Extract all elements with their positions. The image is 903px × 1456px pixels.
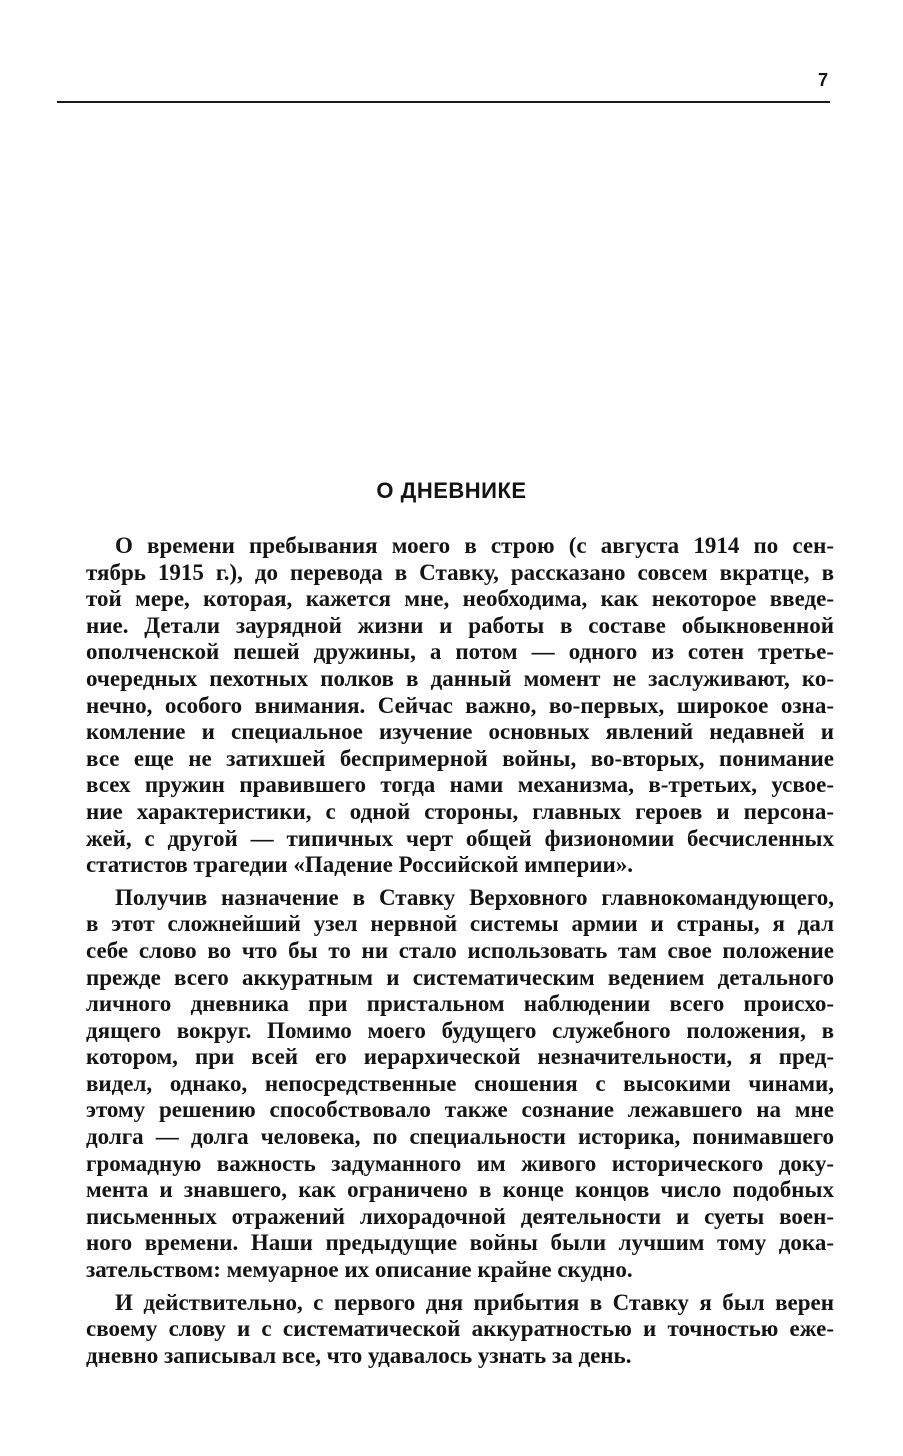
text-line: прежде всего аккуратным и систематическим ведением детального bbox=[86, 964, 834, 990]
text-line: статистов трагедии «Падение Российской империи». bbox=[86, 852, 634, 878]
text-line: О времени пребывания моего в строю (с августа 1914 по сен- bbox=[115, 533, 834, 558]
text-line: тябрь 1915 г.), до перевода в Ставку, рассказано совсем вкратце, в bbox=[86, 559, 834, 585]
paragraph-1 bbox=[57, 533, 834, 879]
text-line: Получив назначение в Ставку Верховного главнокомандующего, bbox=[115, 884, 834, 910]
text-line: И действительно, с первого дня прибытия в Ставку я был верен bbox=[115, 1289, 834, 1315]
text-line: ние. Детали заурядной жизни и работы в составе обыкновенной bbox=[86, 612, 834, 638]
text-line: видел, однако, непосредственные сношения с высокими чинами, bbox=[86, 1070, 834, 1096]
paragraph-2 bbox=[57, 885, 834, 1284]
text-line: дневно записывал все, что удавалось узнать за день. bbox=[86, 1342, 632, 1368]
body-text bbox=[57, 533, 834, 1369]
text-line: письменных отражений лихорадочной деятельности и суеты воен- bbox=[86, 1203, 834, 1229]
text-line: ние характеристики, с одной стороны, главных героев и персона- bbox=[86, 798, 834, 824]
text-line: жей, с другой — типичных черт общей физиономии бесчисленных bbox=[86, 825, 834, 851]
text-line: все еще не затихшей беспримерной войны, во-вторых, понимание bbox=[86, 745, 834, 771]
text-line: долга — долга человека, по специальности историка, понимавшего bbox=[86, 1124, 834, 1150]
header-rule bbox=[57, 101, 830, 103]
text-line: мента и знавшего, как ограничено в конце концов число подобных bbox=[86, 1177, 834, 1203]
chapter-title: О ДНЕВНИКЕ bbox=[376, 478, 527, 503]
text-line: всех пружин правившего тогда нами механизма, в-третьих, усвое- bbox=[86, 772, 834, 798]
text-line: нечно, особого внимания. Сейчас важно, во-первых, широкое озна- bbox=[86, 692, 834, 718]
text-line: ополченской пешей дружины, а потом — одного из сотен третье- bbox=[86, 639, 834, 665]
text-line: зательством: мемуарное их описание крайне скудно. bbox=[86, 1257, 633, 1283]
text-line: личного дневника при пристальном наблюдении всего происхо- bbox=[86, 991, 834, 1017]
text-line: ного времени. Наши предыдущие войны были лучшим тому дока- bbox=[86, 1230, 834, 1256]
text-line: котором, при всей его иерархической незначительности, я пред- bbox=[86, 1044, 834, 1070]
text-line: своему слову и с систематической аккуратностью и точностью еже- bbox=[86, 1316, 834, 1342]
text-line: громадную важность задуманного им живого исторического доку- bbox=[86, 1150, 834, 1176]
text-line: очередных пехотных полков в данный момент не заслуживают, ко- bbox=[86, 665, 834, 691]
text-line: этому решению способствовало также сознание лежавшего на мне bbox=[86, 1097, 834, 1123]
paragraph-3 bbox=[57, 1290, 834, 1370]
text-line: в этот сложнейший узел нервной системы армии и страны, я дал bbox=[86, 911, 834, 937]
text-line: той мере, которая, кажется мне, необходима, как некоторое введе- bbox=[86, 586, 834, 612]
text-line: дящего вокруг. Помимо моего будущего служебного положения, в bbox=[86, 1017, 834, 1043]
text-line: комление и специальное изучение основных явлений недавней и bbox=[86, 719, 834, 745]
text-line: себе слово во что бы то ни стало использовать там свое положение bbox=[86, 937, 834, 963]
page-number: 7 bbox=[817, 70, 828, 90]
